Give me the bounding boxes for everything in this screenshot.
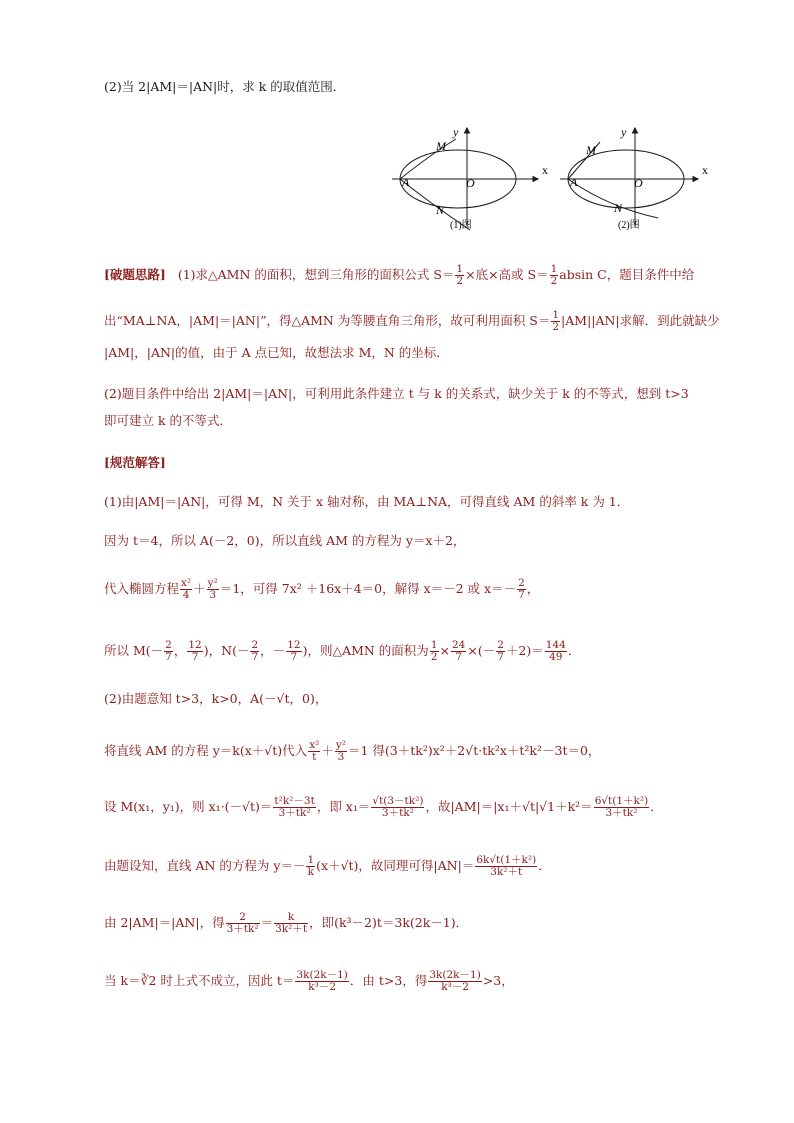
analysis-p1-b: ×底×高或 S＝ bbox=[465, 267, 549, 282]
analysis-p1-line2-a: 出“MA⊥NA，|AM|＝|AN|”，得△AMN 为等腰直角三角形，故可利用面积 S＝ bbox=[104, 313, 551, 328]
fraction-24-7: $\frac{24}{7}$ bbox=[451, 639, 466, 663]
fraction-x2-t: $\frac{\text{x²}}{t}$ bbox=[309, 739, 320, 763]
s9-c: ，即(k³－2)t＝3k(2k－1)． bbox=[309, 915, 469, 930]
s7-c: ，故|AM|＝|x₁＋√t|√1＋k²＝ bbox=[425, 799, 593, 814]
s7-d: ． bbox=[650, 799, 663, 814]
fraction-mx: $\frac{2}{7}$ bbox=[165, 639, 172, 663]
solution-line-5: (2)由题意知 t>3，k>0，A(－√t，0)， bbox=[104, 691, 328, 706]
fraction-nx: $\frac{2}{7}$ bbox=[251, 639, 259, 663]
fraction-s7-2: $\frac{\text{√t(3－tk²)}}{\text{3＋tk²}}$ bbox=[372, 795, 424, 819]
analysis-p1-a: (1)求△AMN 的面积，想到三角形的面积公式 S＝ bbox=[177, 267, 455, 282]
fraction-s7-3: $\frac{\text{6√t(1＋k²)}}{\text{3＋tk²}}$ bbox=[594, 795, 649, 819]
s8-b: (x＋√t)，故同理可得|AN|＝ bbox=[316, 858, 475, 873]
fraction-144-49: $\frac{144}{49}$ bbox=[545, 639, 566, 663]
analysis-line-3: |AM|，|AN|的值，由于 A 点已知，故想法求 M，N 的坐标． bbox=[104, 345, 449, 360]
analysis-line-2 bbox=[104, 310, 720, 333]
fraction-s7-1: $\frac{\text{t²k²－3t}}{\text{3＋tk²}}$ bbox=[274, 795, 315, 819]
fig2-o-label: O bbox=[634, 176, 643, 190]
fig1-o-label: O bbox=[466, 176, 475, 190]
fraction-ny: $\frac{12}{7}$ bbox=[287, 639, 301, 663]
s10-b: ．由 t>3，得 bbox=[349, 973, 428, 988]
fig2-x-label: x bbox=[702, 163, 708, 177]
analysis-line-4: (2)题目条件中给出 2|AM|＝|AN|，可利用此条件建立 t 与 k 的关系式，缺少关于 k 的不等式，想到 t>3 bbox=[104, 386, 689, 401]
fig2-m-label: M bbox=[586, 143, 596, 157]
s10-c: >3， bbox=[482, 973, 514, 988]
question-line: (2)当 2|AM|＝|AN|时，求 k 的取值范围． bbox=[104, 79, 346, 94]
s4-e: ． bbox=[567, 643, 581, 658]
s4-c: ，则△AMN 的面积为 bbox=[307, 643, 429, 658]
fraction-s10-2: $\frac{3k(2k-1)}{\text{k³－2}}$ bbox=[429, 969, 481, 993]
line-an-2 bbox=[568, 179, 658, 218]
fig2-n-label: N bbox=[614, 201, 623, 215]
fraction-s10-1: $\frac{3k(2k-1)}{\text{k³－2}}$ bbox=[296, 969, 348, 993]
fraction-half-2: $\frac{1}{2}$ bbox=[550, 263, 558, 287]
fig2-caption: (2)图 bbox=[618, 220, 640, 231]
fig1-a-label: A bbox=[402, 175, 410, 189]
s10-a: 当 k＝∛2 时上式不成立，因此 t＝ bbox=[104, 973, 295, 988]
s4-a: 所以 M bbox=[104, 643, 146, 658]
s8-c: ． bbox=[538, 858, 551, 873]
s6-b: ＝1 得(3＋tk²)x²＋2√t·tk²x＋t²k²－3t＝0， bbox=[348, 743, 601, 758]
analysis-line-5: 即可建立 k 的不等式． bbox=[104, 413, 233, 428]
fraction-s9-2: $\frac{k}{\text{3k²＋t}}$ bbox=[275, 911, 308, 935]
s7-a: 设 M(x₁，y₁)，则 x₁·(－√t)＝ bbox=[104, 799, 273, 814]
fig2-a-label: A bbox=[570, 175, 578, 189]
analysis-p1-line2-b: |AM||AN|求解．到此就缺少 bbox=[561, 313, 720, 328]
solution-line-2: 因为 t＝4，所以 A(－2，0)，所以直线 AM 的方程为 y＝x＋2， bbox=[104, 533, 466, 548]
s9-a: 由 2|AM|＝|AN|，得 bbox=[104, 915, 225, 930]
fraction-y2-3-b: $\frac{\text{y²}}{3}$ bbox=[335, 739, 346, 763]
fraction-s8-2: $\frac{\text{6k√t(1＋k²)}}{\text{3k²＋t}}$ bbox=[476, 854, 537, 878]
s9-b: ＝ bbox=[260, 915, 274, 930]
solution-heading: [规范解答] bbox=[104, 455, 166, 470]
fraction-my: $\frac{12}{7}$ bbox=[188, 639, 202, 663]
analysis-line-1 bbox=[104, 264, 694, 287]
fraction-half-1: $\frac{1}{2}$ bbox=[456, 263, 464, 287]
fraction-2-7: $\frac{2}{7}$ bbox=[518, 577, 525, 601]
s3-b: ＝1，可得 7x² ＋16x＋4＝0，解得 x＝－2 或 x＝－ bbox=[219, 581, 517, 596]
solution-line-1: (1)由|AM|＝|AN|，可得 M，N 关于 x 轴对称，由 MA⊥NA，可得直线 AM 的斜率 k 为 1． bbox=[104, 494, 630, 509]
fig1-x-label: x bbox=[542, 163, 548, 177]
solution-line-3: 代入椭圆方程 $\frac{\text{x²}}{4}$ ＋ $\frac{\text{y²}}{3}$ ＝1，可得 7x² ＋16x＋4＝0，解得 x＝－2 或 x＝－ $\frac{2}{7}$ ， bbox=[104, 577, 540, 601]
fraction-half-4: $\frac{1}{2}$ bbox=[430, 639, 438, 663]
solution-line-4: 所以 M(－ $\frac{2}{7}$ ， $\frac{12}{7}$ )，N(－ $\frac{2}{7}$ ，－ $\frac{12}{7}$ )，则△AMN 的面积为 $\frac{1}{2}$ × $\frac{24}{7}$ ×(－ $\frac{2}{7}$ ＋2)＝ $\frac{144}{49}$ ． bbox=[104, 639, 581, 663]
s3-a: 代入椭圆方程 bbox=[104, 581, 180, 596]
s6-a: 将直线 AM 的方程 y＝k(x＋√t)代入 bbox=[104, 743, 308, 758]
figure-2 bbox=[560, 128, 698, 226]
fig1-n-label: N bbox=[436, 203, 445, 217]
fraction-s9-1: $\frac{2}{\text{3＋tk²}}$ bbox=[226, 911, 259, 935]
solution-line-6: 将直线 AM 的方程 y＝k(x＋√t)代入 $\frac{\text{x²}}{t}$ ＋ $\frac{\text{y²}}{3}$ ＝1 得(3＋tk²)x²＋2√t·tk²x＋t²k²－3t＝0， bbox=[104, 739, 601, 763]
fraction-x2-4: $\frac{\text{x²}}{4}$ bbox=[181, 577, 192, 601]
figure-pair bbox=[390, 122, 708, 234]
solution-line-10 bbox=[104, 970, 514, 993]
solution-line-9 bbox=[104, 912, 468, 935]
analysis-heading: [破题思路] bbox=[104, 267, 166, 282]
fig1-m-label: M bbox=[436, 139, 446, 153]
fraction-2-7-b: $\frac{2}{7}$ bbox=[497, 639, 504, 663]
fraction-half-3: $\frac{1}{2}$ bbox=[552, 309, 560, 333]
s4-d: ＝ bbox=[531, 643, 544, 658]
s3-c: ， bbox=[526, 581, 540, 596]
figures bbox=[390, 122, 708, 234]
s8-a: 由题设知，直线 AN 的方程为 y＝－ bbox=[104, 858, 306, 873]
s4-b: ，N bbox=[208, 643, 233, 658]
fig2-y-label: y bbox=[621, 125, 627, 139]
solution-line-8 bbox=[104, 855, 551, 878]
fraction-y2-3: $\frac{\text{y²}}{3}$ bbox=[207, 577, 218, 601]
fig1-caption: (1)图 bbox=[450, 220, 472, 231]
fig1-y-label: y bbox=[453, 125, 459, 139]
fraction-s8-1: $\frac{1}{k}$ bbox=[307, 854, 315, 878]
figure-1 bbox=[392, 128, 538, 230]
s7-b: ，即 x₁＝ bbox=[316, 799, 371, 814]
line-am-1 bbox=[400, 139, 456, 179]
solution-line-7 bbox=[104, 796, 663, 819]
analysis-p1-c: absin C，题目条件中给 bbox=[559, 267, 695, 282]
